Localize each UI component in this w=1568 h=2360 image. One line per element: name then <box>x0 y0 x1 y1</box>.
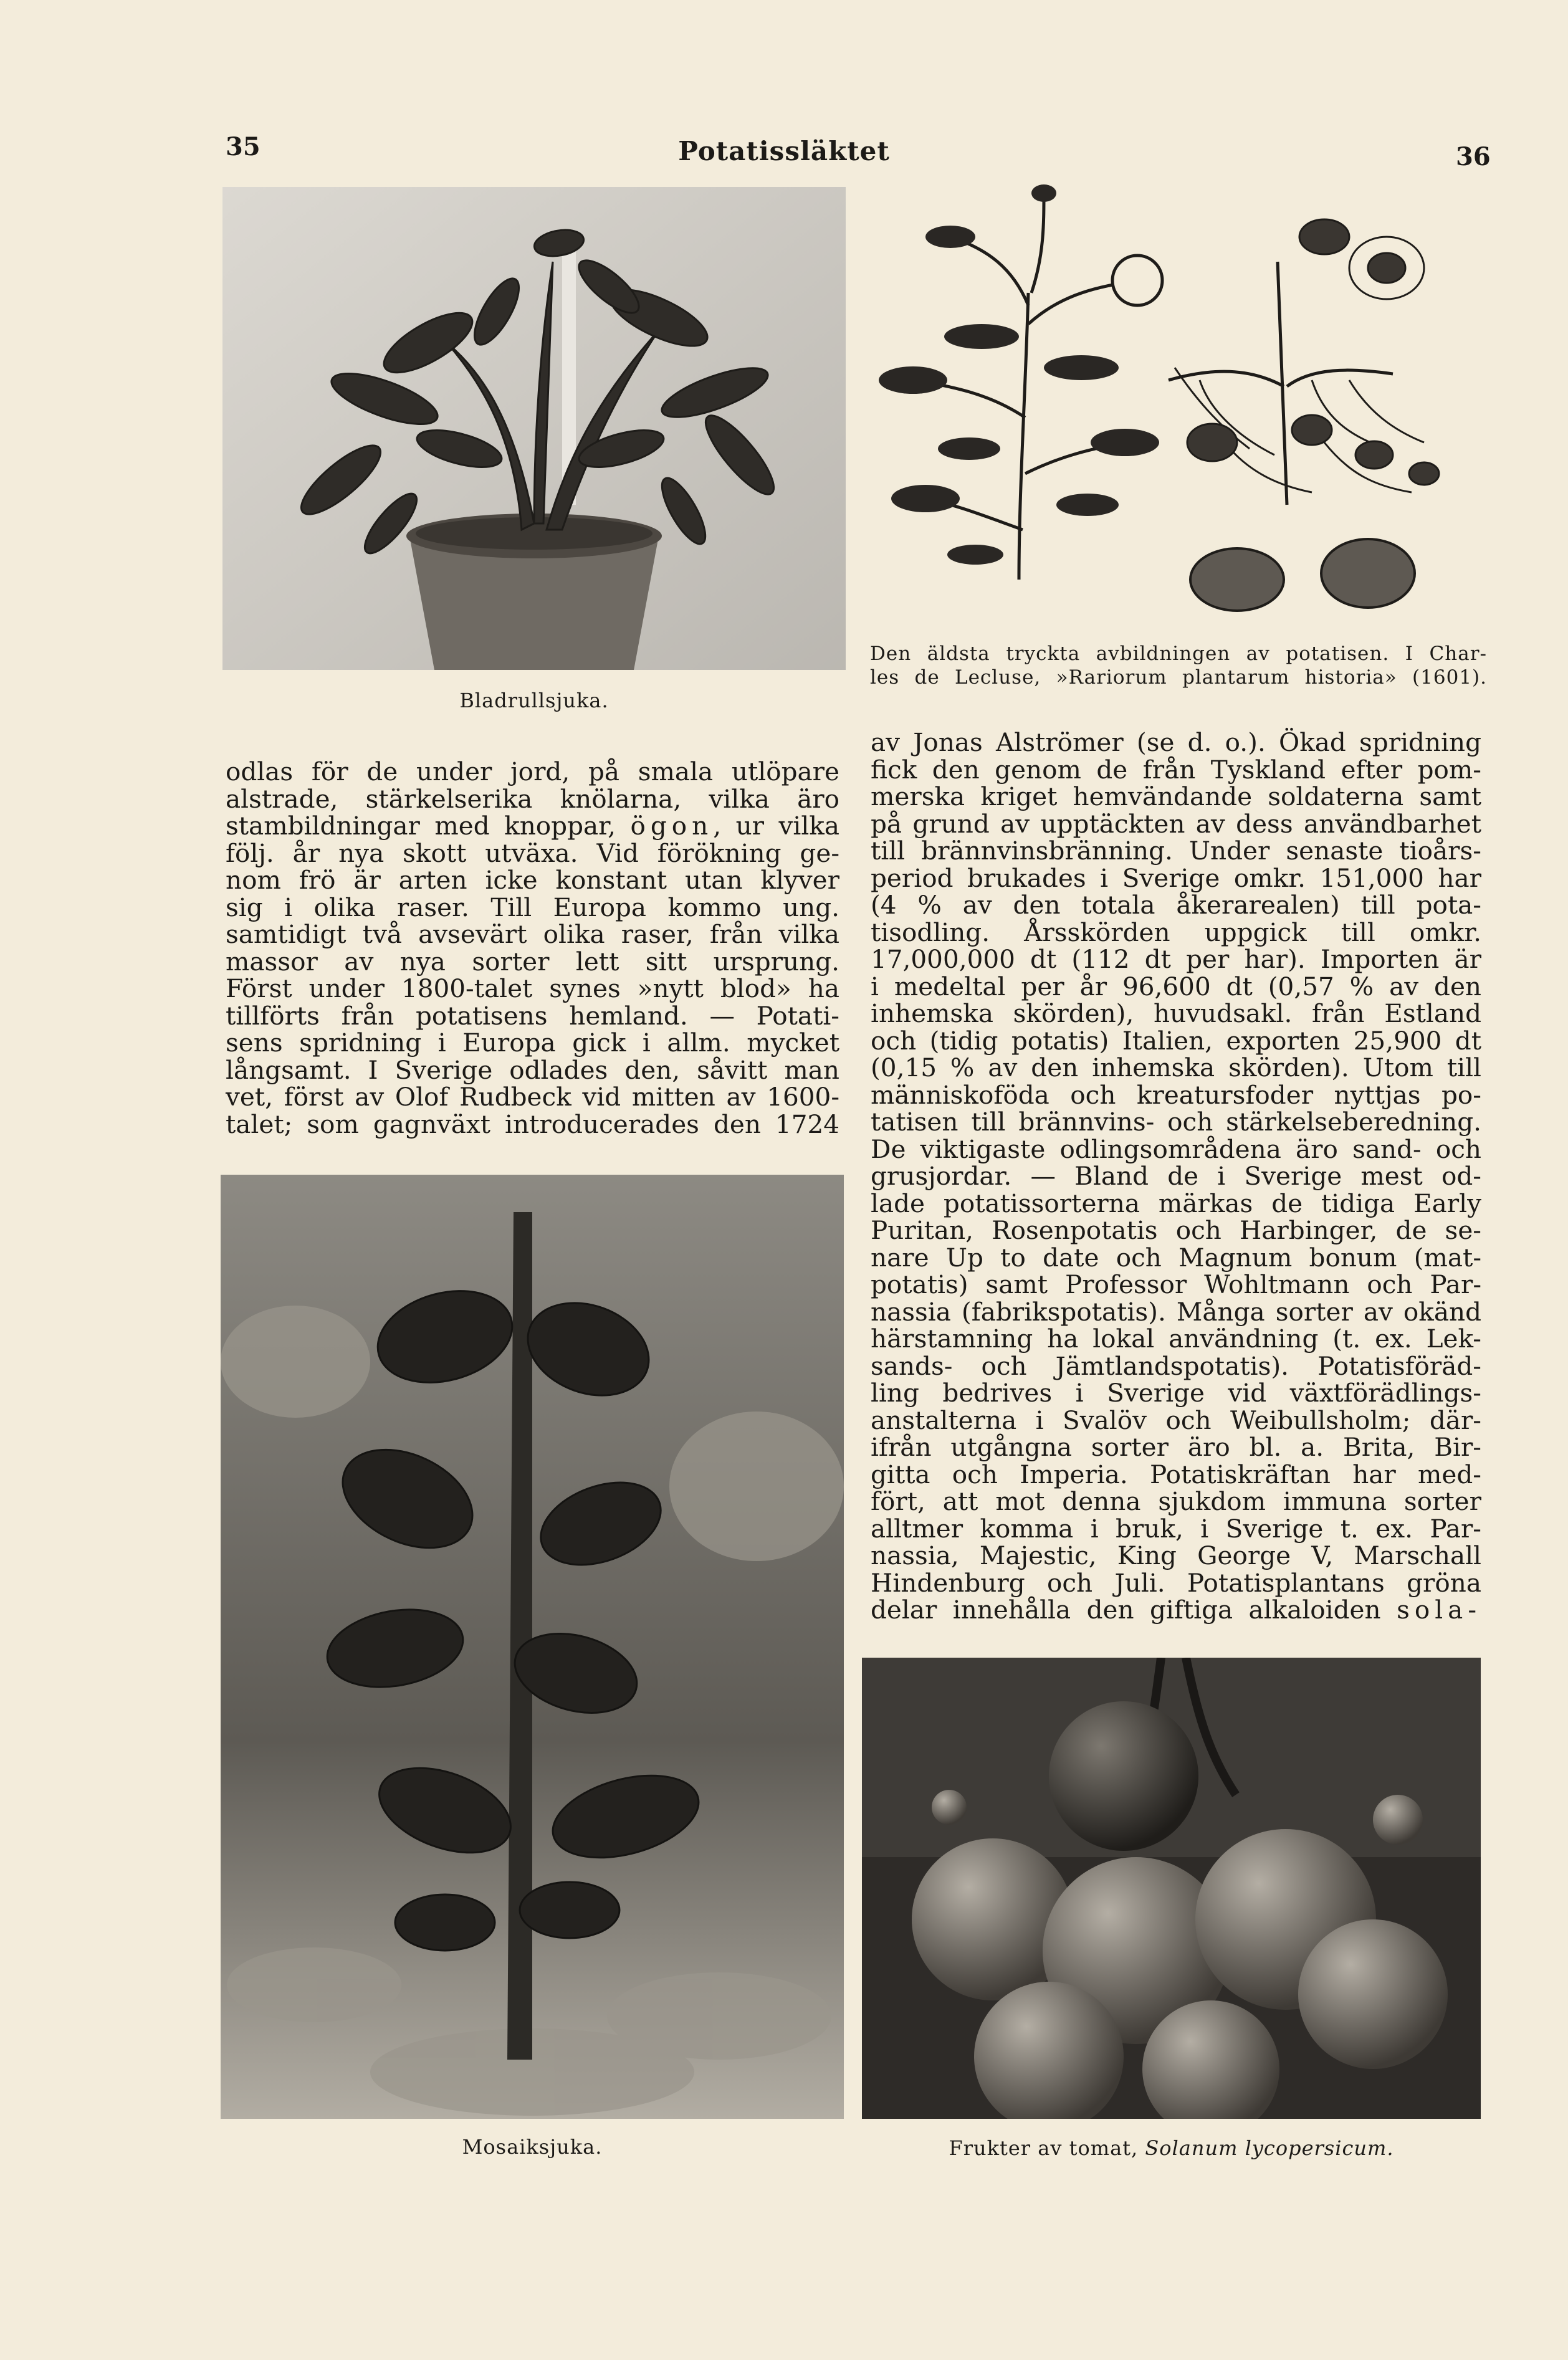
text-line: sands- och Jämtlandspotatis). Potatisföräd- <box>871 1350 1481 1381</box>
text-line: i medeltal per år 96,600 dt (0,57 % av den <box>871 971 1481 1001</box>
running-title: Potatissläktet <box>678 136 890 166</box>
caption-woodcut <box>870 642 1487 689</box>
potted-plant-illustration <box>222 187 846 670</box>
text-line: period brukades i Sverige omkr. 151,000 har <box>871 862 1481 893</box>
page-number-left: 35 <box>226 132 261 161</box>
text-line: De viktigaste odlingsområdena äro sand- och <box>871 1134 1481 1164</box>
spaced-term-ogon: ögon <box>630 811 714 841</box>
caption-tomato-text: Frukter av tomat, <box>949 2136 1139 2160</box>
text-line: delar innehålla den giftiga alkaloiden sola- <box>871 1595 1482 1625</box>
caption-tomato <box>862 2136 1481 2160</box>
text-line: (0,15 % av den inhemska skörden). Utom till <box>871 1053 1481 1082</box>
text-line: odlas för de under jord, på smala utlöpare <box>226 757 839 786</box>
text-line: till brännvinsbränning. Under senaste tioårs- <box>871 836 1481 866</box>
text-line: Först under 1800-talet synes »nytt blod» ha <box>226 973 839 1003</box>
text-line: följ. år nya skott utväxa. Vid förökning ge- <box>226 838 839 868</box>
text-line: samtidigt två avsevärt olika raser, från vilka <box>226 919 839 949</box>
text-line: nom frö är arten icke konstant utan klyver <box>226 865 839 895</box>
text-line: alltmer komma i bruk, i Sverige t. ex. Par- <box>871 1513 1481 1544</box>
text-line: sens spridning i Europa gick i allm. mycket <box>226 1028 839 1058</box>
text-line: merska kriget hemvändande soldaterna samt <box>871 781 1481 811</box>
text-line: gitta och Imperia. Potatiskräftan har med- <box>871 1459 1481 1489</box>
text-line: massor av nya sorter lett sitt ursprung. <box>226 946 839 977</box>
page-number-right: 36 <box>1456 142 1491 171</box>
text-line: talet; som gagnväxt introducerades den 1724 <box>226 1109 839 1139</box>
text-line: stambildningar med knoppar, ögon, ur vilka <box>226 811 839 841</box>
text-line: vet, först av Olof Rudbeck vid mitten av 1600- <box>226 1082 839 1112</box>
text-line: nassia, Majestic, King George V, Marschall <box>871 1541 1481 1570</box>
spaced-term-sola: sola- <box>1397 1595 1482 1625</box>
caption-woodcut-line-1: Den äldsta tryckta avbildningen av potatisen. I Char- <box>870 643 1487 665</box>
text-line: tatisen till brännvins- och stärkelseberedning. <box>871 1107 1481 1137</box>
text-line: på grund av upptäckten av dess användbarhet <box>871 808 1481 839</box>
caption-tomato-latin: Solanum lycopersicum. <box>1145 2136 1394 2160</box>
text-line: härstamning ha lokal användning (t. ex. Lek- <box>871 1324 1481 1354</box>
text-line: fört, att mot denna sjukdom immuna sorter <box>871 1486 1481 1516</box>
text-line: ling bedrives i Sverige vid växtförädlings- <box>871 1378 1481 1408</box>
text-line: nassia (fabrikspotatis). Många sorter av okänd <box>871 1296 1481 1327</box>
text-line: anstalterna i Svalöv och Weibullsholm; där- <box>871 1405 1481 1435</box>
tomato-illustration <box>862 1658 1481 2119</box>
text-line: (4 % av den totala åkerarealen) till pota- <box>871 890 1481 920</box>
text-line: tisodling. Årsskörden uppgick till omkr. <box>871 917 1481 947</box>
text-line: potatis) samt Professor Wohltmann och Par- <box>871 1269 1481 1299</box>
text-line: av Jonas Alströmer (se d. o.). Ökad spridning <box>871 727 1481 757</box>
photo-tomato <box>862 1658 1481 2119</box>
potato-woodcut-drawing <box>876 181 1474 629</box>
caption-bladrullsjuka: Bladrullsjuka. <box>459 689 609 712</box>
text-line: lade potatissorterna märkas de tidiga Early <box>871 1188 1481 1218</box>
text-line: alstrade, stärkelserika knölarna, vilka äro <box>226 783 839 814</box>
text-line: fick den genom de från Tyskland efter pom- <box>871 754 1481 785</box>
text-line: nare Up to date och Magnum bonum (mat- <box>871 1242 1481 1273</box>
text-line: grusjordar. — Bland de i Sverige mest od- <box>871 1161 1481 1191</box>
text-line: och (tidig potatis) Italien, exporten 25,900 dt <box>871 1025 1481 1056</box>
text-line: inhemska skörden), huvudsakl. från Estland <box>871 998 1481 1028</box>
text-line: ifrån utgångna sorter äro bl. a. Brita, Bir- <box>871 1432 1481 1462</box>
text-line: 17,000,000 dt (112 dt per har). Importen är <box>871 944 1481 974</box>
column-left-text <box>226 758 839 1138</box>
text-line: långsamt. I Sverige odlades den, såvitt man <box>226 1054 839 1085</box>
mosaic-plant-illustration <box>221 1175 844 2119</box>
text-line: Hindenburg och Juli. Potatisplantans gröna <box>871 1567 1481 1598</box>
column-right-text <box>871 729 1481 1624</box>
text-line: sig i olika raser. Till Europa kommo ung. <box>226 892 839 922</box>
text-line: tillförts från potatisens hemland. — Potati- <box>226 1000 839 1031</box>
caption-mosaiksjuka: Mosaiksjuka. <box>462 2135 603 2159</box>
photo-bladrullsjuka <box>222 187 846 670</box>
caption-woodcut-line-2: les de Lecluse, »Rariorum plantarum historia» (1601). <box>870 666 1487 689</box>
text-line: människoföda och kreatursfoder nyttjas po- <box>871 1079 1481 1110</box>
photo-mosaiksjuka <box>221 1175 844 2119</box>
text-line: Puritan, Rosenpotatis och Harbinger, de se- <box>871 1215 1481 1245</box>
woodcut-illustration <box>876 181 1474 629</box>
